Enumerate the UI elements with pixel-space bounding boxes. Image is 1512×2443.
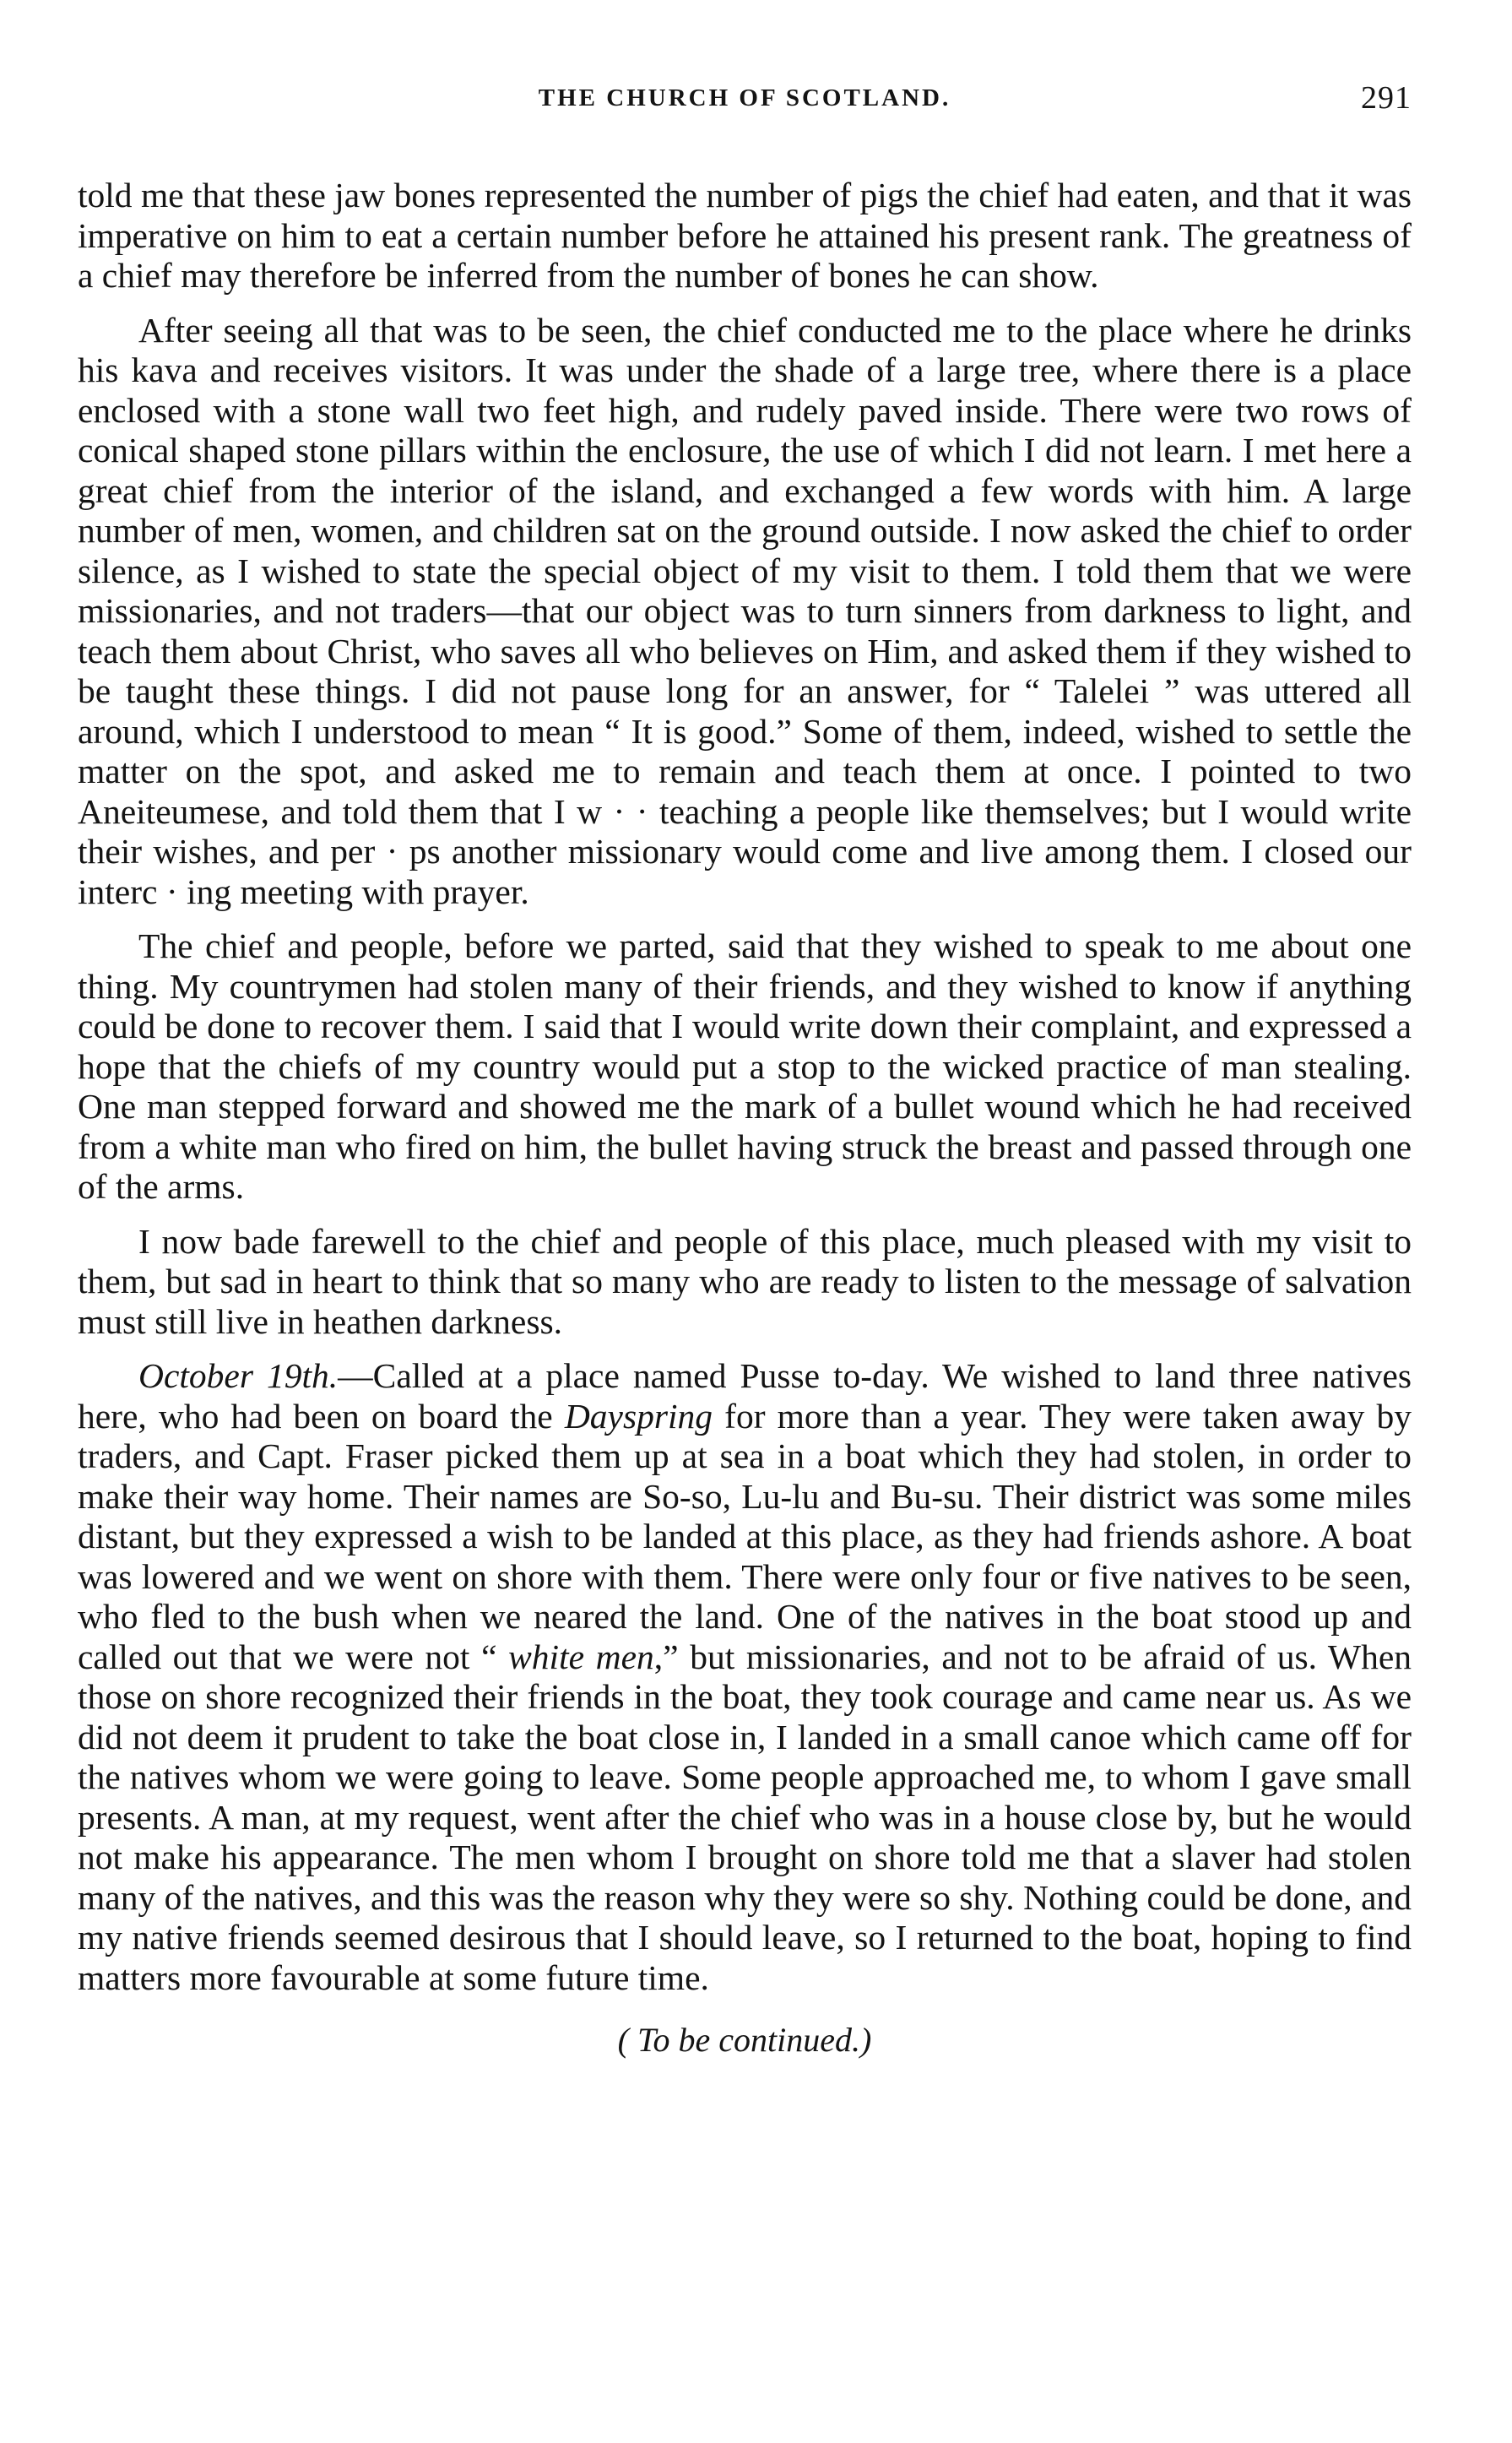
entry-text-part-1: —Called at a place named Pusse to-day. We wished to land three natives here, who had been on board the	[78, 1356, 1412, 1436]
running-head: THE CHURCH OF SCOTLAND.	[538, 84, 951, 111]
ship-name: Dayspring	[564, 1396, 713, 1436]
entry-text-part-3: ,” but missionaries, and not to be afraid of us. When those on shore recognized their friends in the boat, they took courage and came near us. As we did not deem it prudent to take the boat close in, I landed in a small canoe which came off for the natives whom we were going to leave. Some people approached me, to whom I gave small presents. A man, at my request, went after the chief who was in a house close by, but he would not make his appearance. The men whom I brought on shore told me that a slaver had stolen many of the natives, and this was the reason why they were so shy. Nothing could be done, and my native friends seemed desirous that I should leave, so I returned to the boat, hoping to find matters more favourable at some future time.	[78, 1637, 1412, 1997]
paragraph-kava-place: After seeing all that was to be seen, the chief conducted me to the place where he drinks his kava and receives visitors. It was under the shade of a large tree, where there is a place enclosed with a stone wall two feet high, and rudely paved inside. There were two rows of conical shaped stone pillars within the enclosure, the use of which I did not learn. I met here a great chief from the interior of the island, and exchanged a few words with him. A large number of men, women, and children sat on the ground outside. I now asked the chief to order silence, as I wished to state the special object of my visit to them. I told them that we were missionaries, and not traders—that our object was to turn sinners from darkness to light, and teach them about Christ, who saves all who believes on Him, and asked them if they wished to be taught these things. I did not pause long for an answer, for “ Talelei ” was uttered all around, which I understood to mean “ It is good.” Some of them, indeed, wished to settle the matter on the spot, and asked me to remain and teach them at once. I pointed to two Aneiteumese, and told them that I w · · teaching a people like themselves; but I would write their wishes, and per · ps another missionary would come and live among them. I closed our interc · ing meeting with prayer.	[78, 310, 1412, 911]
paragraph-stolen-friends: The chief and people, before we parted, said that they wished to speak to me about one thing. My countrymen had stolen many of their friends, and they wished to know if anything could be done to recover them. I said that I would write down their complaint, and expressed a hope that the chiefs of my country would put a stop to the wicked practice of man stealing. One man stepped forward and showed me the mark of a bullet wound which he had received from a white man who fired on him, the bullet having struck the breast and passed through one of the arms.	[78, 926, 1412, 1206]
paragraph-farewell: I now bade farewell to the chief and people of this place, much pleased with my visit to them, but sad in heart to think that so many who are ready to listen to the message of salvation must still live in heathen darkness.	[78, 1221, 1412, 1341]
entry-text-part-2: for more than a year. They were taken away by traders, and Capt. Fraser picked them up at sea in a boat which they had stolen, in order to make their way home. Their names are So-so, Lu-lu and Bu-su. Their district was some miles distant, but they expressed a wish to be landed at this place, as they had friends ashore. A boat was lowered and we went on shore with them. There were only four or five natives to be seen, who fled to the bush when we neared the land. One of the natives in the boat stood up and called out that we were not “	[78, 1396, 1412, 1676]
page-number: 291	[1361, 80, 1412, 116]
paragraph-october-entry	[78, 1356, 1412, 1998]
article-body	[78, 176, 1412, 1998]
entry-date: October 19th.	[138, 1356, 339, 1395]
quoted-phrase: white men	[508, 1637, 654, 1676]
page-header	[78, 80, 1412, 135]
paragraph-jaw-bones: told me that these jaw bones represented the number of pigs the chief had eaten, and that it was imperative on him to eat a certain number before he attained his present rank. The greatness of a chief may therefore be inferred from the number of bones he can show.	[78, 176, 1412, 295]
continued-note: ( To be continued.)	[617, 2021, 872, 2059]
book-page	[78, 80, 1412, 2060]
